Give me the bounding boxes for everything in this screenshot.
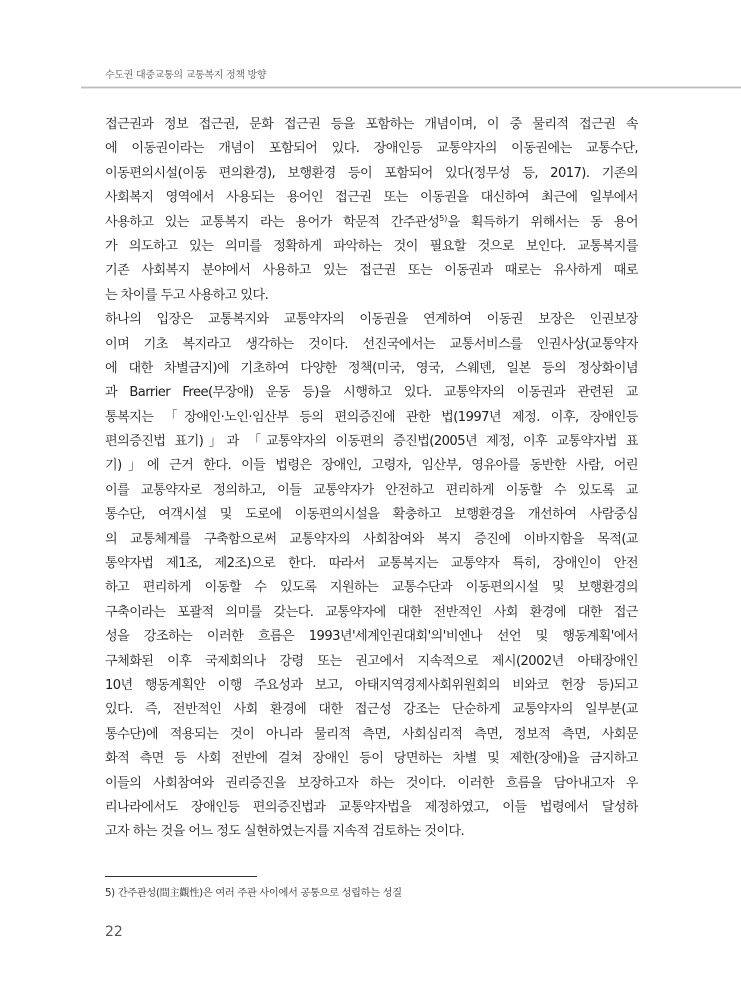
footnote: 5) 간주관성(間主觀性)은 여러 주관 사이에서 공통으로 성립하는 성질 — [105, 888, 402, 899]
line-text: 10년 행동계획안 이행 주요성과 보고, 아태지역경제사회위원회의 비와코 헌장 등)되고 — [105, 677, 638, 693]
footnote-marker: 5) — [439, 213, 448, 223]
paragraph-line — [105, 674, 638, 698]
line-text: 하고 편리하게 이동할 수 있도록 지원하는 교통수단과 이동편의시설 및 보행환경의 — [105, 580, 638, 596]
line-text: 하나의 입장은 교통복지와 교통약자의 이동권을 연계하여 이동권 보장은 인권보장 — [105, 312, 638, 328]
paragraph-line — [105, 333, 638, 357]
line-text: 이동편의시설(이동 편의환경), 보행환경 등이 포함되어 있다(정무성 등, 2017). 기존의 — [105, 165, 638, 181]
line-text: 는 차이를 두고 사용하고 있다. — [105, 287, 269, 303]
paragraph-line — [105, 698, 638, 722]
line-text: 과 Barrier Free(무장애) 운동 등)을 시행하고 있다. 교통약자의 이동권과 관련된 교 — [105, 385, 638, 401]
line-text: 이를 교통약자로 정의하고, 이들 교통약자가 안전하고 편리하게 이동할 수 있도록 교 — [105, 482, 638, 498]
paragraph-line — [105, 650, 638, 674]
paragraph-line — [105, 381, 638, 405]
line-text: 있다. 즉, 전반적인 사회 환경에 대한 접근성 강조는 단순하게 교통약자의 일부분(교 — [105, 702, 638, 718]
paragraph-line — [105, 479, 638, 503]
line-text: 에 이동권이라는 개념이 포함되어 있다. 장애인등 교통약자의 이동권에는 교통수단, — [105, 141, 638, 157]
line-text: 접근권과 정보 접근권, 문화 접근권 등을 포함하는 개념이며, 이 중 물리적 접근권 속 — [105, 117, 638, 132]
paragraph-line — [105, 601, 638, 625]
line-text: 고자 하는 것을 어느 정도 실현하였는지를 지속적 검토하는 것이다. — [105, 824, 465, 840]
paragraph-line — [105, 430, 638, 454]
paragraph-line — [105, 186, 638, 210]
paragraph-line — [105, 528, 638, 552]
paragraph-line — [105, 137, 638, 161]
line-text: 통수단)에 적용되는 것이 아니라 물리적 측면, 사회심리적 측면, 정보적 측면, 사회문 — [105, 726, 638, 742]
line-text: 기존 사회복지 분야에서 사용하고 있는 접근권 또는 이동권과 때로는 유사하게 때로 — [105, 263, 638, 279]
paragraph-line — [105, 625, 638, 649]
line-text-continued: 을 획득하기 위해서는 동 용어 — [447, 214, 638, 230]
line-text: 이며 기초 복지라고 생각하는 것이다. 선진국에서는 교통서비스를 인권사상(교통약자 — [105, 336, 638, 352]
line-text: 통약자법 제1조, 제2조)으로 한다. 따라서 교통복지는 교통약자 특히, 장애인이 안전 — [105, 556, 638, 572]
page-number: 22 — [105, 924, 123, 940]
line-text: 의 교통체계를 구축함으로써 교통약자의 사회참여와 복지 증진에 이바지함을 목적(교 — [105, 531, 638, 547]
line-text: 통수단, 여객시설 및 도로에 이동편의시설을 확충하고 보행환경을 개선하여 사람중심 — [105, 507, 638, 523]
paragraph-line — [105, 357, 638, 381]
paragraph-line — [105, 235, 638, 259]
header-rule — [81, 87, 741, 88]
line-text: 사용하고 있는 교통복지 라는 용어가 학문적 간주관성 — [105, 214, 440, 230]
paragraph-line — [105, 259, 638, 283]
line-text: 가 의도하고 있는 의미를 정확하게 파악하는 것이 필요할 것으로 보인다. 교통복지를 — [105, 238, 638, 254]
line-text: 사회복지 영역에서 사용되는 용어인 접근권 또는 이동권을 대신하여 최근에 일부에서 — [105, 190, 638, 206]
paragraph-line — [105, 747, 638, 771]
paragraph-line — [105, 796, 638, 820]
paragraph-line — [105, 284, 638, 308]
line-text: 에 대한 차별금지)에 기초하여 다양한 정책(미국, 영국, 스웨덴, 일본 등의 정상화이념 — [105, 360, 638, 376]
paragraph-line — [105, 454, 638, 478]
running-title: 수도권 대중교통의 교통복지 정책 방향 — [105, 70, 267, 81]
paragraph-line — [105, 820, 638, 844]
line-text: 리나라에서도 장애인등 편의증진법과 교통약자법을 제정하였고, 이들 법령에서 달성하 — [105, 799, 638, 815]
paragraph-line — [105, 503, 638, 527]
paragraph-line — [105, 552, 638, 576]
paragraph-line — [105, 162, 638, 186]
paragraph-line — [105, 211, 638, 235]
line-text: 구체화된 이후 국제회의나 강령 또는 권고에서 지속적으로 제시(2002년 아태장애인 — [105, 653, 638, 669]
paragraph-line — [105, 723, 638, 747]
line-text: 구축이라는 포괄적 의미를 갖는다. 교통약자에 대한 전반적인 사회 환경에 대한 접근 — [105, 604, 638, 620]
line-text: 통복지는 「장애인·노인·임산부 등의 편의증진에 관한 법(1997년 제정. 이후, 장애인등 — [105, 409, 638, 425]
paragraph-line — [105, 308, 638, 332]
line-text: 이들의 사회참여와 권리증진을 보장하고자 하는 것이다. 이러한 흐름을 담아내고자 우 — [105, 775, 638, 791]
paragraph-line — [105, 576, 638, 600]
line-text: 화적 측면 등 사회 전반에 걸쳐 장애인 등이 당면하는 차별 및 제한(장애)을 금지하고 — [105, 751, 638, 767]
paragraph-line — [105, 113, 638, 137]
line-text: 기)」에 근거 한다. 이들 법령은 장애인, 고령자, 임산부, 영유아를 동반한 사람, 어린 — [105, 458, 638, 474]
body-text — [105, 113, 638, 845]
footnote-rule — [105, 876, 257, 877]
line-text: 성을 강조하는 이러한 흐름은 1993년'세계인권대회'의'비엔나 선언 및 행동계획'에서 — [105, 629, 638, 645]
line-text: 편의증진법 표기)」과 「교통약자의 이동편의 증진법(2005년 제정, 이후 교통약자법 표 — [105, 434, 638, 450]
paragraph-line — [105, 406, 638, 430]
paragraph-line — [105, 772, 638, 796]
